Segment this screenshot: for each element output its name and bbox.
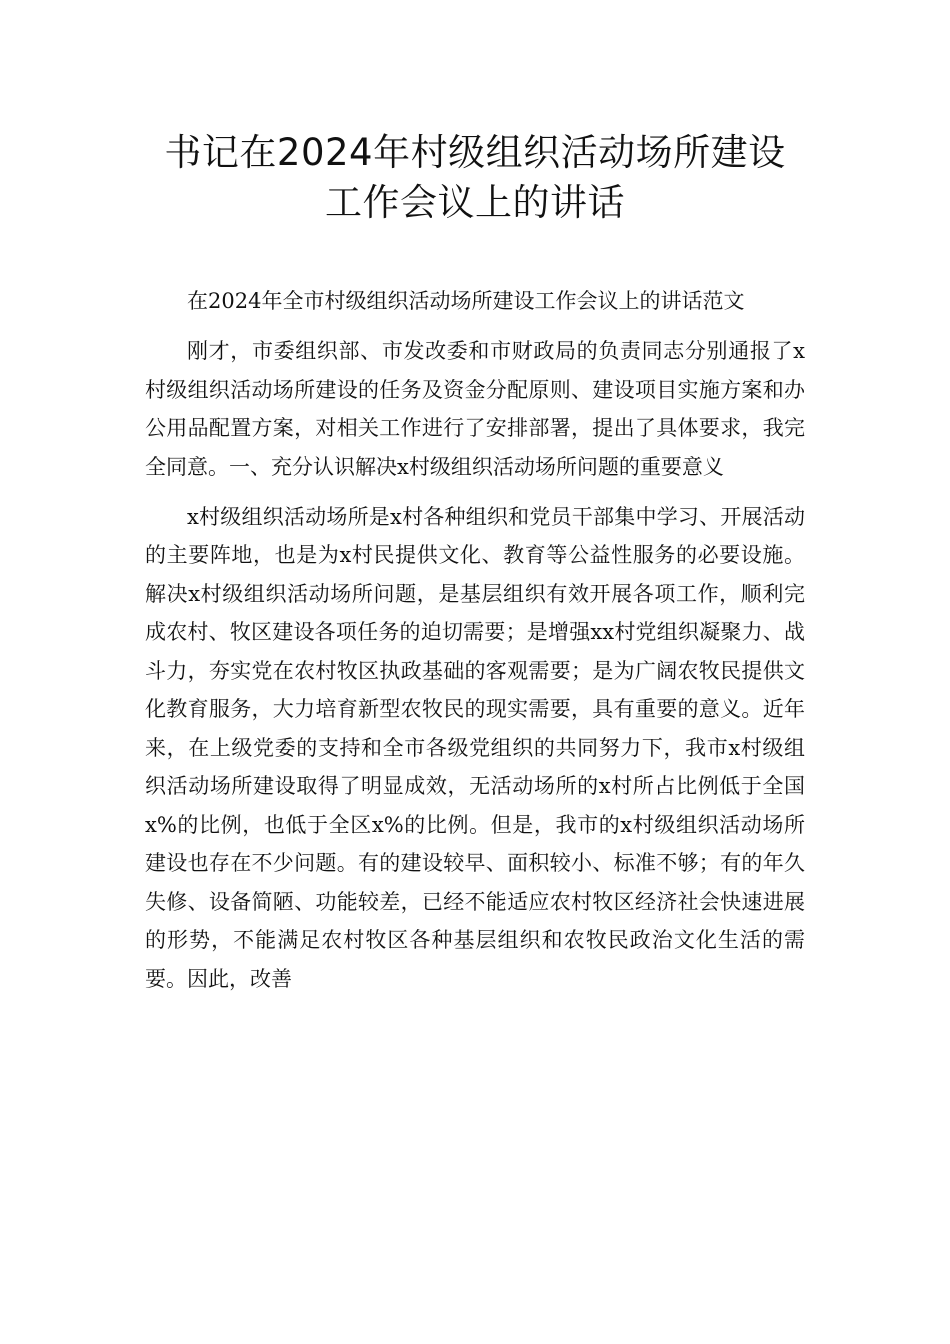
title-line-2: 工作会议上的讲话 [325,181,625,224]
paragraph-subtitle: 在2024年全市村级组织活动场所建设工作会议上的讲话范文 [187,289,745,313]
document-title [120,128,830,228]
document-body [145,282,805,1010]
paragraph-significance: x村级组织活动场所是x村各种组织和党员干部集中学习、开展活动的主要阵地，也是为x村民提供文化、教育等公益性服务的必要设施。解决x村级组织活动场所问题，是基层组织有效开展各项工作，顺利完成农村、牧区建设各项任务的迫切需要；是增强xx村党组织凝聚力、战斗力，夯实党在农村牧区执政基础的客观需要；是为广阔农牧民提供文化教育服务，大力培育新型农牧民的现实需要，具有重要的意义。近年来，在上级党委的支持和全市各级党组织的共同努力下，我市x村级组织活动场所建设取得了明显成效，无活动场所的x村所占比例低于全国x%的比例，也低于全区x%的比例。但是，我市的x村级组织活动场所建设也存在不少问题。有的建设较早、面积较小、标准不够；有的年久失修、设备简陋、功能较差，已经不能适应农村牧区经济社会快速进展的形势，不能满足农村牧区各种基层组织和农牧民政治文化生活的需要。因此，改善 [145,504,805,991]
paragraph-opening: 刚才，市委组织部、市发改委和市财政局的负责同志分别通报了x村级组织活动场所建设的任务及资金分配原则、建设项目实施方案和办公用品配置方案，对相关工作进行了安排部署，提出了具体要求，我完全同意。一、充分认识解决x村级组织活动场所问题的重要意义 [145,339,805,479]
title-line-1: 书记在2024年村级组织活动场所建设 [164,131,786,174]
